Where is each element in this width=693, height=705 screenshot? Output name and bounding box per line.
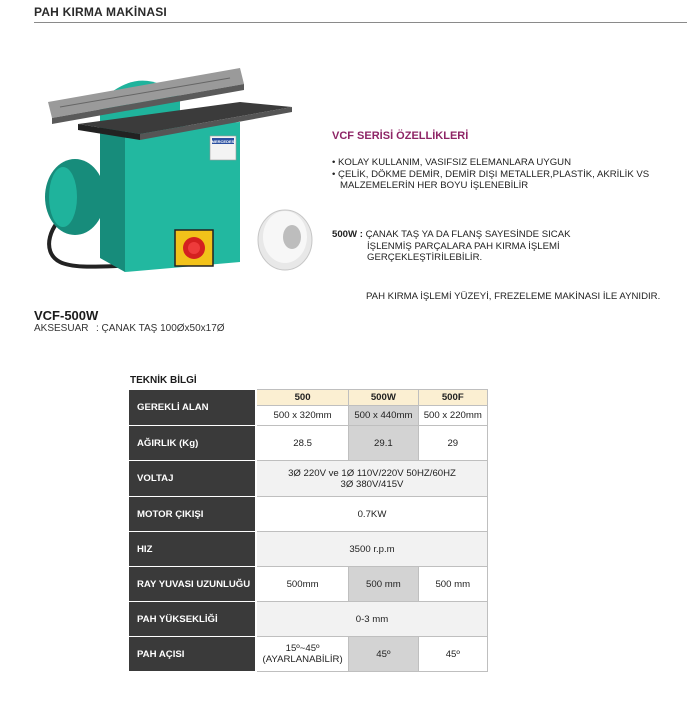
spec-cell: 500 x 220mm xyxy=(418,406,487,426)
svg-text:MERCEDES: MERCEDES xyxy=(211,139,235,144)
features-list xyxy=(332,157,662,192)
model-name: VCF-500W xyxy=(34,308,99,323)
model-header: 500 xyxy=(256,390,349,406)
spec-cell: 29.1 xyxy=(349,426,418,461)
spec-cell: 45º xyxy=(349,637,418,672)
product-image xyxy=(30,62,320,302)
accessory-label: AKSESUAR xyxy=(34,323,89,334)
spec-cell: 500 mm xyxy=(418,567,487,602)
note-key: 500W : xyxy=(332,229,363,240)
spec-label: GEREKLİ ALAN xyxy=(129,390,257,426)
note-surface: PAH KIRMA İŞLEMİ YÜZEYİ, FREZELEME MAKİNASI İLE AYNIDIR. xyxy=(366,291,661,302)
spec-cell: 500 x 440mm xyxy=(349,406,418,426)
spec-cell: 500 mm xyxy=(349,567,418,602)
voltage-line: 3Ø 380V/415V xyxy=(340,478,404,490)
accessory-info xyxy=(34,323,225,334)
note-line: ÇANAK TAŞ YA DA FLANŞ SAYESİNDE SICAK xyxy=(365,229,571,240)
spec-cell: 29 xyxy=(418,426,487,461)
model-header: 500W xyxy=(349,390,418,406)
features-title: VCF SERİSİ ÖZELLİKLERİ xyxy=(332,130,469,142)
voltage-line: 3Ø 220V ve 1Ø 110V/220V 50HZ/60HZ xyxy=(288,467,456,479)
spec-label: HIZ xyxy=(129,532,257,567)
spec-label: RAY YUVASI UZUNLUĞU xyxy=(129,567,257,602)
cup-wheel-icon xyxy=(258,210,312,270)
feature-item: • ÇELİK, DÖKME DEMİR, DEMİR DIŞI METALLER,PLASTİK, AKRİLİK VS MALZEMELERİN HER BOYU İŞLENEBİLİR xyxy=(332,169,662,192)
spec-label: VOLTAJ xyxy=(129,461,257,497)
spec-cell: 45º xyxy=(418,637,487,672)
spec-cell: 500mm xyxy=(256,567,349,602)
spec-cell: 28.5 xyxy=(256,426,349,461)
spec-label: AĞIRLIK (Kg) xyxy=(129,426,257,461)
spec-table xyxy=(128,389,488,672)
spec-label: PAH YÜKSEKLİĞİ xyxy=(129,602,257,637)
spec-label: MOTOR ÇIKIŞI xyxy=(129,497,257,532)
spec-cell: 0.7KW xyxy=(256,497,488,532)
spec-cell: 500 x 320mm xyxy=(256,406,349,426)
feature-item: • KOLAY KULLANIM, VASIFSIZ ELEMANLARA UYGUN xyxy=(332,157,662,169)
page-title: PAH KIRMA MAKİNASI xyxy=(34,5,167,19)
note-line: İŞLENMİŞ PARÇALARA PAH KIRMA İŞLEMİ GERÇEKLEŞTİRİLEBİLİR. xyxy=(367,240,560,263)
spec-cell-angle xyxy=(256,637,349,672)
angle-line: 15º~45º xyxy=(285,643,320,654)
title-divider xyxy=(34,22,687,23)
accessory-value: : ÇANAK TAŞ 100Øx50x17Ø xyxy=(96,323,225,334)
spec-title: TEKNİK BİLGİ xyxy=(130,375,197,386)
spec-cell: 3500 r.p.m xyxy=(256,532,488,567)
note-500w xyxy=(332,229,677,264)
model-header: 500F xyxy=(418,390,487,406)
angle-line: (AYARLANABİLİR) xyxy=(262,654,343,665)
spec-cell: 0-3 mm xyxy=(256,602,488,637)
spec-label: PAH AÇISI xyxy=(129,637,257,672)
spec-cell-voltage xyxy=(256,461,488,497)
